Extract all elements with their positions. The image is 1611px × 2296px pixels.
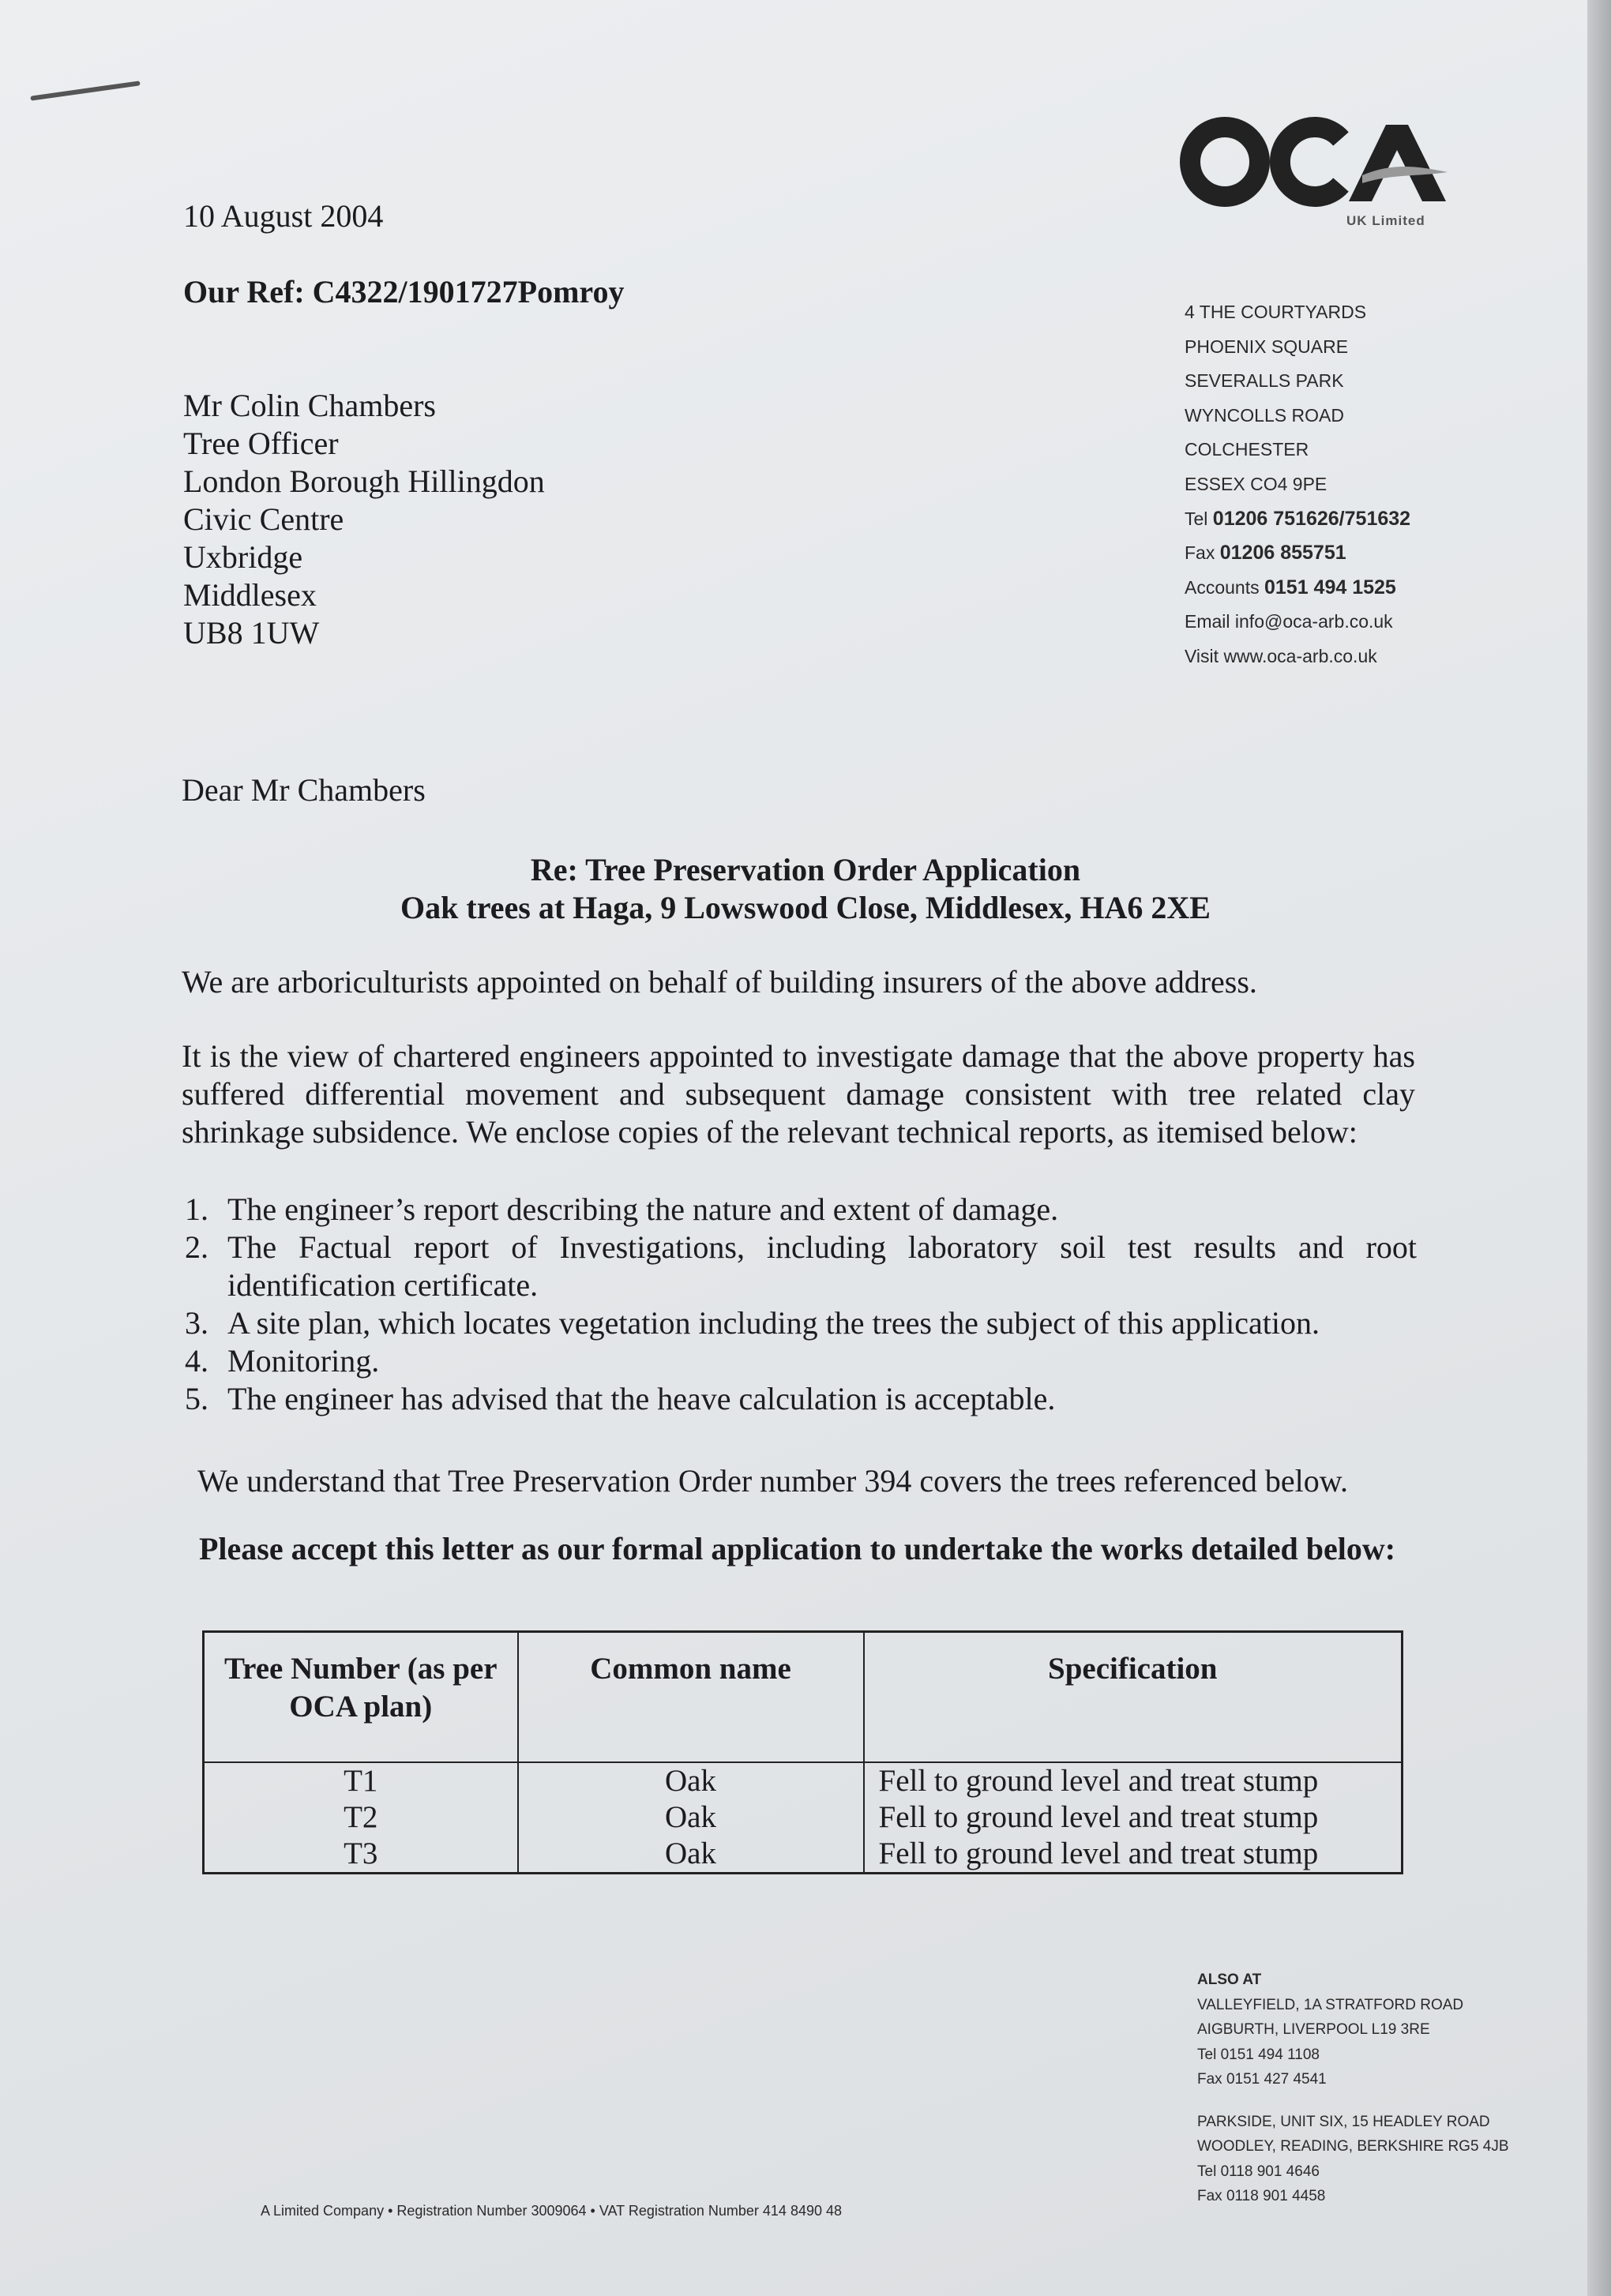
recipient-line: Civic Centre [183,501,344,537]
header-common-name: Common name [518,1632,864,1762]
list-item [185,1342,1417,1380]
website-link[interactable]: www.oca-arb.co.uk [1223,645,1377,666]
address-line: WYNCOLLS ROAD [1185,404,1344,426]
list-text: The Factual report of Investigations, including laboratory soil test results and root identification certificate. [227,1229,1417,1303]
recipient-address [183,387,545,652]
office-line: AIGBURTH, LIVERPOOL L19 3RE [1197,2021,1430,2038]
list-number: 2. [185,1229,208,1265]
oca-logo [1179,111,1455,237]
accounts-label: Accounts [1185,576,1260,598]
oca-logo-mark [1179,111,1455,213]
cell-tree-number: T2 [204,1799,518,1836]
cell-specification: Fell to ground level and treat stump [864,1762,1403,1799]
visit-label: Visit [1185,645,1219,666]
table-row [204,1799,1403,1836]
visit-line [1185,640,1410,674]
footer-registration: A Limited Company • Registration Number 3009064 • VAT Registration Number 414 8490 48 [261,2203,843,2219]
page-edge [1587,0,1611,2296]
office-line: Tel 0118 901 4646 [1197,2163,1320,2180]
recipient-line: Uxbridge [183,539,303,575]
list-item [185,1304,1417,1342]
fax-label: Fax [1185,542,1215,564]
letterhead-address [1185,295,1410,674]
list-item [185,1229,1417,1304]
email-line [1185,605,1410,640]
cell-specification: Fell to ground level and treat stump [864,1836,1403,1874]
recipient-line: Tree Officer [183,426,339,461]
office-line: Tel 0151 494 1108 [1197,2046,1320,2063]
fax-number: 01206 855751 [1219,542,1346,565]
address-line: 4 THE COURTYARDS [1185,302,1367,322]
our-reference: Our Ref: C4322/1901727Pomroy [183,274,625,310]
list-text: The engineer has advised that the heave calculation is acceptable. [227,1381,1056,1416]
recipient-line: Mr Colin Chambers [183,388,436,423]
list-item [185,1191,1417,1229]
paragraph-2: It is the view of chartered engineers appointed to investigate damage that the above property has suffered differential movement and subsequent damage consistent with tree related clay shrinkage subsidence. We enclose copies of the relevant technical reports, as itemised below: [182,1038,1415,1150]
subject-line-2: Oak trees at Haga, 9 Lowswood Close, Middlesex, HA6 2XE [400,890,1211,925]
salutation: Dear Mr Chambers [182,772,426,808]
list-item [185,1380,1417,1418]
office-line: Fax 0151 427 4541 [1197,2071,1327,2088]
cell-tree-number: T3 [204,1836,518,1874]
cell-specification: Fell to ground level and treat stump [864,1799,1403,1836]
tel-number: 01206 751626/751632 [1212,507,1411,530]
cell-common-name: Oak [518,1762,864,1799]
logo-subtitle: UK Limited [1346,213,1425,228]
letter-date: 10 August 2004 [183,198,384,234]
list-text: A site plan, which locates vegetation including the trees the subject of this application. [227,1305,1320,1341]
works-table [202,1630,1403,1874]
address-line: PHOENIX SQUARE [1185,336,1349,357]
cell-tree-number: T1 [204,1762,518,1799]
fax-line [1185,536,1410,571]
address-line: SEVERALLS PARK [1185,370,1344,392]
list-text: Monitoring. [227,1343,380,1379]
cell-common-name: Oak [518,1836,864,1874]
address-line: ESSEX CO4 9PE [1185,473,1327,494]
list-number: 3. [185,1305,208,1341]
list-number: 4. [185,1343,208,1379]
office-line: Fax 0118 901 4458 [1197,2188,1326,2204]
paragraph-4: Please accept this letter as our formal application to undertake the works detailed below: [199,1531,1396,1566]
table-row [204,1762,1403,1799]
email-link[interactable]: info@oca-arb.co.uk [1234,611,1393,632]
enclosure-list [185,1191,1417,1418]
recipient-line: Middlesex [183,577,317,613]
tel-label: Tel [1185,508,1208,529]
subject-line-1: Re: Tree Preservation Order Application [530,852,1081,887]
table-row [204,1836,1403,1874]
recipient-line: London Borough Hillingdon [183,463,545,499]
address-line: COLCHESTER [1185,439,1309,460]
tel-line [1185,502,1410,537]
list-text: The engineer’s report describing the nature and extent of damage. [227,1191,1059,1227]
paragraph-1: We are arboriculturists appointed on behalf of building insurers of the above address. [182,964,1257,1000]
spacer [1197,2092,1509,2110]
cell-common-name: Oak [518,1799,864,1836]
office-line: WOODLEY, READING, BERKSHIRE RG5 4JB [1197,2138,1509,2155]
paragraph-3: We understand that Tree Preservation Order number 394 covers the trees referenced below. [197,1463,1348,1499]
office-line: VALLEYFIELD, 1A STRATFORD ROAD [1197,1996,1464,2013]
accounts-line [1185,571,1410,606]
also-at-heading: ALSO AT [1197,1971,1262,1988]
also-at-offices [1197,1968,1509,2209]
header-tree-number: Tree Number (as per OCA plan) [204,1632,518,1762]
table-header-row [204,1632,1403,1762]
header-specification: Specification [864,1632,1403,1762]
email-label: Email [1185,611,1230,632]
recipient-line: UB8 1UW [183,615,320,651]
accounts-number: 0151 494 1525 [1264,576,1396,598]
list-number: 5. [185,1381,208,1416]
office-line: PARKSIDE, UNIT SIX, 15 HEADLEY ROAD [1197,2113,1490,2130]
list-number: 1. [185,1191,208,1227]
